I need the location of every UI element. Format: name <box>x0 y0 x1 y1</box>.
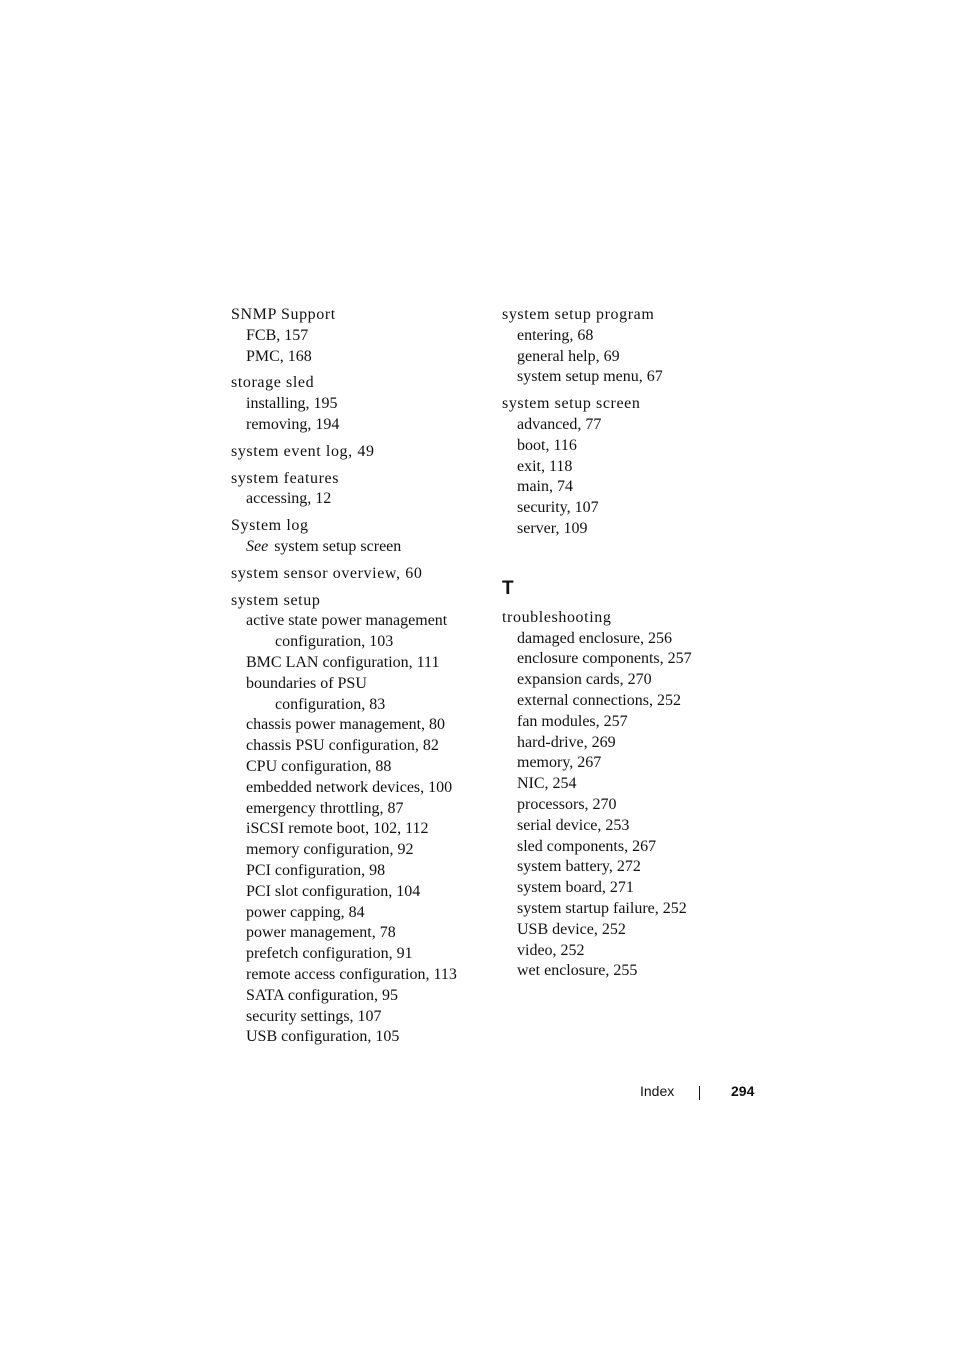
index-section-letter: T <box>502 577 514 599</box>
index-subterm: main, 74 <box>517 478 573 496</box>
index-subterm: system startup failure, 252 <box>517 899 687 917</box>
index-subterm: FCB, 157 <box>246 326 309 344</box>
index-entry-system-sensor-overview <box>231 564 481 585</box>
index-term: system setup program <box>502 306 655 323</box>
index-term: storage sled <box>231 374 315 392</box>
index-term: System log <box>231 517 309 535</box>
index-subterm: power capping, 84 <box>246 903 365 921</box>
index-term: system setup screen <box>502 395 641 413</box>
index-term: system sensor overview, 60 <box>231 564 423 582</box>
page-number: 294 <box>731 1083 755 1099</box>
index-term: system setup <box>231 591 321 609</box>
index-subterm: wet enclosure, 255 <box>517 962 638 980</box>
index-term: system event log, 49 <box>231 442 375 460</box>
index-subterm: expansion cards, 270 <box>517 671 652 689</box>
index-subterm: serial device, 253 <box>517 816 630 834</box>
index-subterm: PCI slot configuration, 104 <box>246 882 421 900</box>
index-subterm: system setup menu, 67 <box>517 368 663 386</box>
index-entry-system-setup-program <box>502 305 762 388</box>
index-subterm: remote access configuration, 113 <box>246 965 457 983</box>
index-subterm: boot, 116 <box>517 436 577 454</box>
index-entry-system-features <box>231 469 481 511</box>
index-subterm: exit, 118 <box>517 457 573 475</box>
index-column-left <box>231 305 481 1054</box>
index-entry-storage-sled <box>231 373 481 435</box>
index-subterm: SATA configuration, 95 <box>246 986 399 1004</box>
index-entry-system-event-log <box>231 442 481 463</box>
index-subterm: chassis power management, 80 <box>246 716 446 734</box>
index-subterm: removing, 194 <box>246 415 340 433</box>
index-subterm: memory configuration, 92 <box>246 841 414 859</box>
index-subterm: enclosure components, 257 <box>517 650 692 668</box>
index-subterm: BMC LAN configuration, 111 <box>246 653 440 671</box>
footer-section-label: Index <box>640 1083 675 1099</box>
see-target: system setup screen <box>274 537 402 555</box>
index-subterm: PMC, 168 <box>246 347 312 365</box>
index-column-right <box>502 305 762 988</box>
index-subterm: security settings, 107 <box>246 1007 382 1025</box>
index-subterm: entering, 68 <box>517 326 594 344</box>
index-subterm: hard-drive, 269 <box>517 733 616 751</box>
index-subterm: system battery, 272 <box>517 858 641 876</box>
index-subterm: NIC, 254 <box>517 775 577 793</box>
index-subterm: processors, 270 <box>517 795 617 813</box>
index-subterm: embedded network devices, 100 <box>246 778 453 796</box>
index-see-reference <box>231 537 481 558</box>
index-entry-system-setup-screen <box>502 394 762 540</box>
index-subterm: USB device, 252 <box>517 920 626 938</box>
index-term: SNMP Support <box>231 306 336 323</box>
index-entry-troubleshooting <box>502 608 762 982</box>
index-subterm: advanced, 77 <box>517 415 602 433</box>
index-subterm: power management, 78 <box>246 924 396 942</box>
index-subterm: active state power management <box>246 612 448 630</box>
index-entry-system-setup <box>231 591 481 1049</box>
index-subterm: CPU configuration, 88 <box>246 757 392 775</box>
index-subterm: boundaries of PSU <box>246 674 367 692</box>
index-subterm: memory, 267 <box>517 754 602 772</box>
index-subterm: video, 252 <box>517 941 585 959</box>
index-subterm: fan modules, 257 <box>517 712 628 730</box>
index-term: system features <box>231 469 340 487</box>
see-label: See <box>246 537 269 555</box>
index-entry-system-log <box>231 516 481 558</box>
index-subterm: external connections, 252 <box>517 691 681 709</box>
index-subterm: installing, 195 <box>246 395 338 413</box>
index-term: troubleshooting <box>502 608 612 626</box>
index-subterm: USB configuration, 105 <box>246 1028 400 1046</box>
index-subterm: sled components, 267 <box>517 837 657 855</box>
index-subterm-continuation: configuration, 83 <box>275 695 386 713</box>
index-subterm-continuation: configuration, 103 <box>275 633 394 651</box>
index-subterm: PCI configuration, 98 <box>246 861 386 879</box>
index-subterm: general help, 69 <box>517 347 620 365</box>
footer-divider <box>699 1086 700 1100</box>
index-subterm: accessing, 12 <box>246 490 332 508</box>
index-subterm: security, 107 <box>517 499 599 517</box>
index-subterm: prefetch configuration, 91 <box>246 945 413 963</box>
index-subterm: system board, 271 <box>517 879 634 897</box>
index-subterm: server, 109 <box>517 519 588 537</box>
index-subterm: emergency throttling, 87 <box>246 799 404 817</box>
index-subterm: damaged enclosure, 256 <box>517 629 673 647</box>
index-entry-snmp-support <box>231 305 481 367</box>
index-subterm: chassis PSU configuration, 82 <box>246 737 439 755</box>
index-subterm: iSCSI remote boot, 102, 112 <box>246 820 429 838</box>
